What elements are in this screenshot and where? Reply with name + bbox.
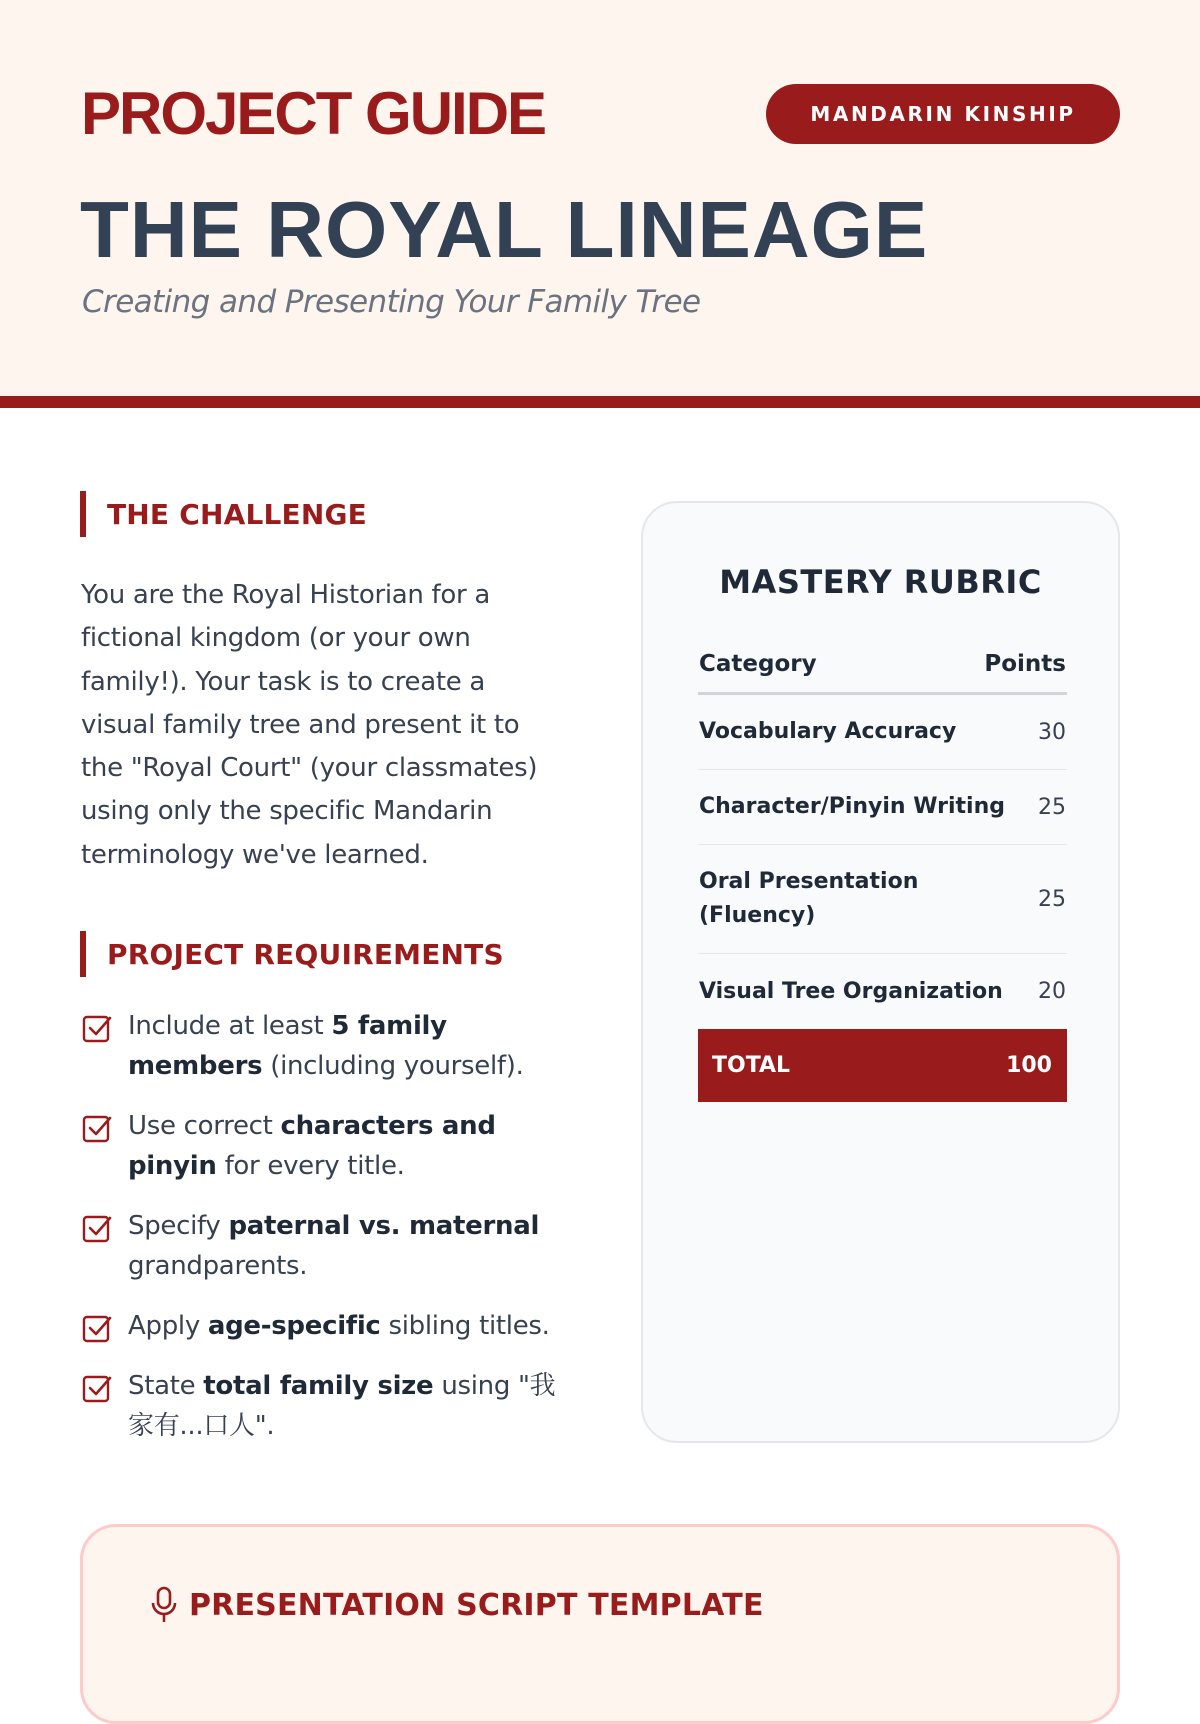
column-header-points: Points bbox=[984, 650, 1066, 677]
rubric-points: 30 bbox=[1038, 719, 1066, 745]
script-heading bbox=[149, 1585, 764, 1625]
rubric-total-row bbox=[698, 1029, 1067, 1102]
requirement-text: Specify paternal vs. maternal grandparents. bbox=[128, 1211, 540, 1281]
requirement-item bbox=[81, 1366, 581, 1446]
requirement-item bbox=[81, 1306, 581, 1346]
total-points: 100 bbox=[1006, 1053, 1052, 1078]
rubric-points: 25 bbox=[1038, 794, 1066, 820]
rubric-points: 20 bbox=[1038, 979, 1066, 1004]
checkbox-icon bbox=[81, 1212, 113, 1244]
requirement-text: Use correct characters and pinyin for every title. bbox=[128, 1111, 496, 1181]
header bbox=[0, 0, 1200, 408]
requirement-text: Apply age-specific sibling titles. bbox=[128, 1311, 550, 1341]
rubric-points: 25 bbox=[1038, 886, 1066, 912]
challenge-heading: THE CHALLENGE bbox=[80, 491, 367, 537]
topic-badge: MANDARIN KINSHIP bbox=[766, 84, 1120, 144]
requirement-item bbox=[81, 1006, 581, 1086]
rubric-title: MASTERY RUBRIC bbox=[719, 563, 1042, 601]
script-heading-text: PRESENTATION SCRIPT TEMPLATE bbox=[189, 1587, 764, 1623]
rubric-row bbox=[698, 770, 1067, 845]
requirement-text: Include at least 5 family members (including yourself). bbox=[128, 1011, 524, 1081]
script-template-card bbox=[80, 1524, 1120, 1724]
requirements-heading: PROJECT REQUIREMENTS bbox=[80, 931, 504, 977]
challenge-body: You are the Royal Historian for a fictional kingdom (or your own family!). Your task is to create a visual family tree and present it to the "Royal Court" (your classmates) using only the specific Mandarin terminology we've learned. bbox=[81, 580, 538, 870]
rubric-row bbox=[698, 845, 1067, 954]
rubric-category: Vocabulary Accuracy bbox=[699, 719, 957, 744]
total-label: TOTAL bbox=[712, 1053, 791, 1078]
rubric-row bbox=[698, 954, 1067, 1029]
checkbox-icon bbox=[81, 1372, 113, 1404]
checkbox-icon bbox=[81, 1312, 113, 1344]
requirement-item bbox=[81, 1106, 581, 1186]
rubric-card bbox=[641, 501, 1120, 1443]
checkbox-icon bbox=[81, 1112, 113, 1144]
checkbox-icon bbox=[81, 1012, 113, 1044]
rubric-category: Character/Pinyin Writing bbox=[699, 794, 1005, 819]
rubric-header-row bbox=[698, 635, 1067, 695]
rubric-table bbox=[698, 635, 1067, 1102]
page-title: THE ROYAL LINEAGE bbox=[80, 185, 929, 274]
microphone-icon bbox=[149, 1585, 179, 1625]
page-kicker: PROJECT GUIDE bbox=[81, 80, 546, 147]
requirement-item bbox=[81, 1206, 581, 1286]
rubric-category: Visual Tree Organization bbox=[699, 978, 1003, 1004]
rubric-category: Oral Presentation (Fluency) bbox=[699, 869, 919, 928]
rubric-row bbox=[698, 695, 1067, 770]
page-subtitle: Creating and Presenting Your Family Tree bbox=[82, 284, 701, 320]
column-header-category: Category bbox=[699, 650, 817, 677]
requirements-list bbox=[81, 1006, 581, 1446]
requirement-text: State total family size using "我家有...口人". bbox=[128, 1371, 556, 1441]
